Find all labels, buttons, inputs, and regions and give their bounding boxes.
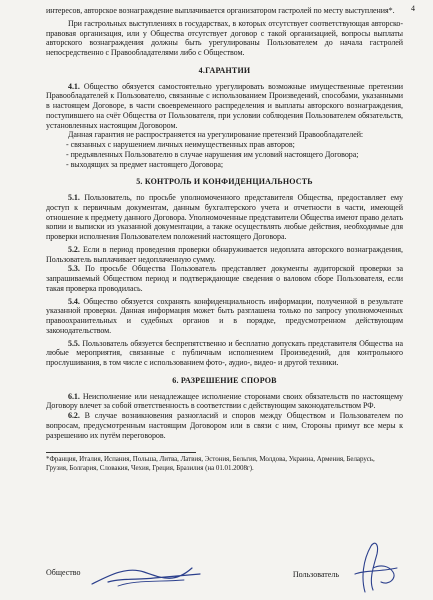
clause-text: Общество обязуется самостоятельно урегулировать возможные имущественные претензии Правообладателей к Пользователю, связанные с использованием Произведений, способами, указанными в настоящем Договоре, в части своевременного распределения и выплаты авторского вознаграждения, поступившего на счёт Общества от Пользователя, при условии соблюдения Пользователем обязательств, установленных настоящим Договором. [46, 81, 403, 130]
clause-text: Неисполнение или ненадлежащее исполнение сторонами своих обязательств по настоящему Договору влечет за собой ответственность в соответствии с действующим законодательством РФ. [46, 391, 403, 411]
signature-label-user: Пользователь [292, 570, 339, 579]
clause-5-5 [46, 339, 403, 368]
signature-label-society: Общество [46, 568, 81, 577]
clause-text: По просьбе Общества Пользователь представляет документы аудиторской проверки за запрашиваемый Обществом период и подтверждающие сведения о валовом сборе Пользователя, если такая проверка проводилась. [46, 264, 403, 293]
clause-4-1 [46, 82, 403, 131]
clause-number: 6.1. [68, 391, 80, 401]
signature-row [46, 564, 403, 594]
clause-number: 5.4. [68, 296, 80, 306]
clause-text: В случае возникновения разногласий и споров между Обществом и Пользователем по вопросам, предусмотренным настоящим Договором или в связи с ним, Стороны примут все меры к разрешению их путём переговоров. [46, 411, 403, 440]
clause-number: 5.5. [68, 338, 80, 348]
clause-5-2 [46, 245, 403, 265]
page-number: 4 [411, 4, 415, 13]
footnote-divider [46, 452, 196, 453]
list-item: - связанных с нарушением личных неимущественных прав авторов; [66, 140, 403, 150]
clause-4-guarantee-scope: Данная гарантия не распространяется на урегулирование претензий Правообладателей: [68, 130, 364, 140]
clause-5-4 [46, 297, 403, 336]
intro-paragraph: При гастрольных выступлениях в государствах, в которых отсутствует соответствующая авторско-правовая организация, или у Общества отсутствует договор с такой организацией, вопросы выплаты авторского вознаграждения должны быть урегулированы Пользователем до начала гастролей непосредственно с Правообладателями либо с Обществом. [46, 18, 403, 57]
clause-number: 6.2. [68, 411, 80, 420]
clause-number: 5.1. [68, 193, 80, 202]
user-signature-mark [343, 538, 403, 596]
clause-5-3 [46, 264, 403, 293]
section-4-title: 4.ГАРАНТИИ [198, 65, 251, 75]
clause-5-1 [46, 193, 403, 242]
section-6-title: 6. РАЗРЕШЕНИЕ СПОРОВ [172, 375, 277, 385]
clause-6-1 [46, 392, 403, 412]
clause-number: 4.1. [68, 81, 80, 91]
society-signature-mark [88, 558, 208, 592]
intro-line: интересов, авторское вознаграждение выплачивается организатором гастролей по месту выступления*. [46, 6, 395, 15]
clause-number: 5.3. [68, 264, 80, 274]
clause-number: 5.2. [68, 244, 80, 254]
guarantee-exclusions-list [46, 140, 403, 169]
footnote: *Франция, Италия, Испания, Польша, Литва, Латвия, Эстония, Бельгия, Молдова, Украина, Армения, Беларусь, Грузия, Болгария, Словакия, Чехия, Греция, Бразилия (на 01.01.2008г). [46, 455, 375, 472]
list-item: - выходящих за предмет настоящего Договора; [66, 160, 403, 170]
list-item: - предъявленных Пользователю в случае нарушения им условий настоящего Договора; [66, 150, 403, 160]
clause-text: Пользователь обязуется беспрепятственно и бесплатно допускать представителя Общества на любые мероприятия, связанные с публичным исполнением Произведений, для контрольного прослушивания, в том числе с использованием фото-, аудио-, видео- и другой техники. [46, 338, 403, 367]
clause-text: Общество обязуется сохранять конфиденциальность информации, полученной в результате указанной проверки. Данная информация может быть разглашена только по запросу уполномоченных правоохранительных и судебных органов и в порядке, предусмотренном действующим законодательством. [46, 296, 404, 335]
clause-text: Пользователь, по просьбе уполномоченного представителя Общества, предоставляет ему доступ к первичным документам, данным бухгалтерского учета и отчетности в части, имеющей отношение к предмету данного Договора. Уполномоченные представители Общества имеют право делать копии и выписки из указанной документации, а также осуществлять любые действия, необходимые для проверки исполнения Пользователем положений настоящего Договора. [46, 193, 403, 241]
clause-6-2 [46, 411, 403, 440]
clause-text: Если в период проведения проверки обнаруживается недоплата авторского вознаграждения, Пользователь выплачивает недоплаченную сумму. [46, 244, 403, 264]
section-5-title: 5. КОНТРОЛЬ И КОНФИДЕНЦИАЛЬНОСТЬ [136, 177, 313, 187]
